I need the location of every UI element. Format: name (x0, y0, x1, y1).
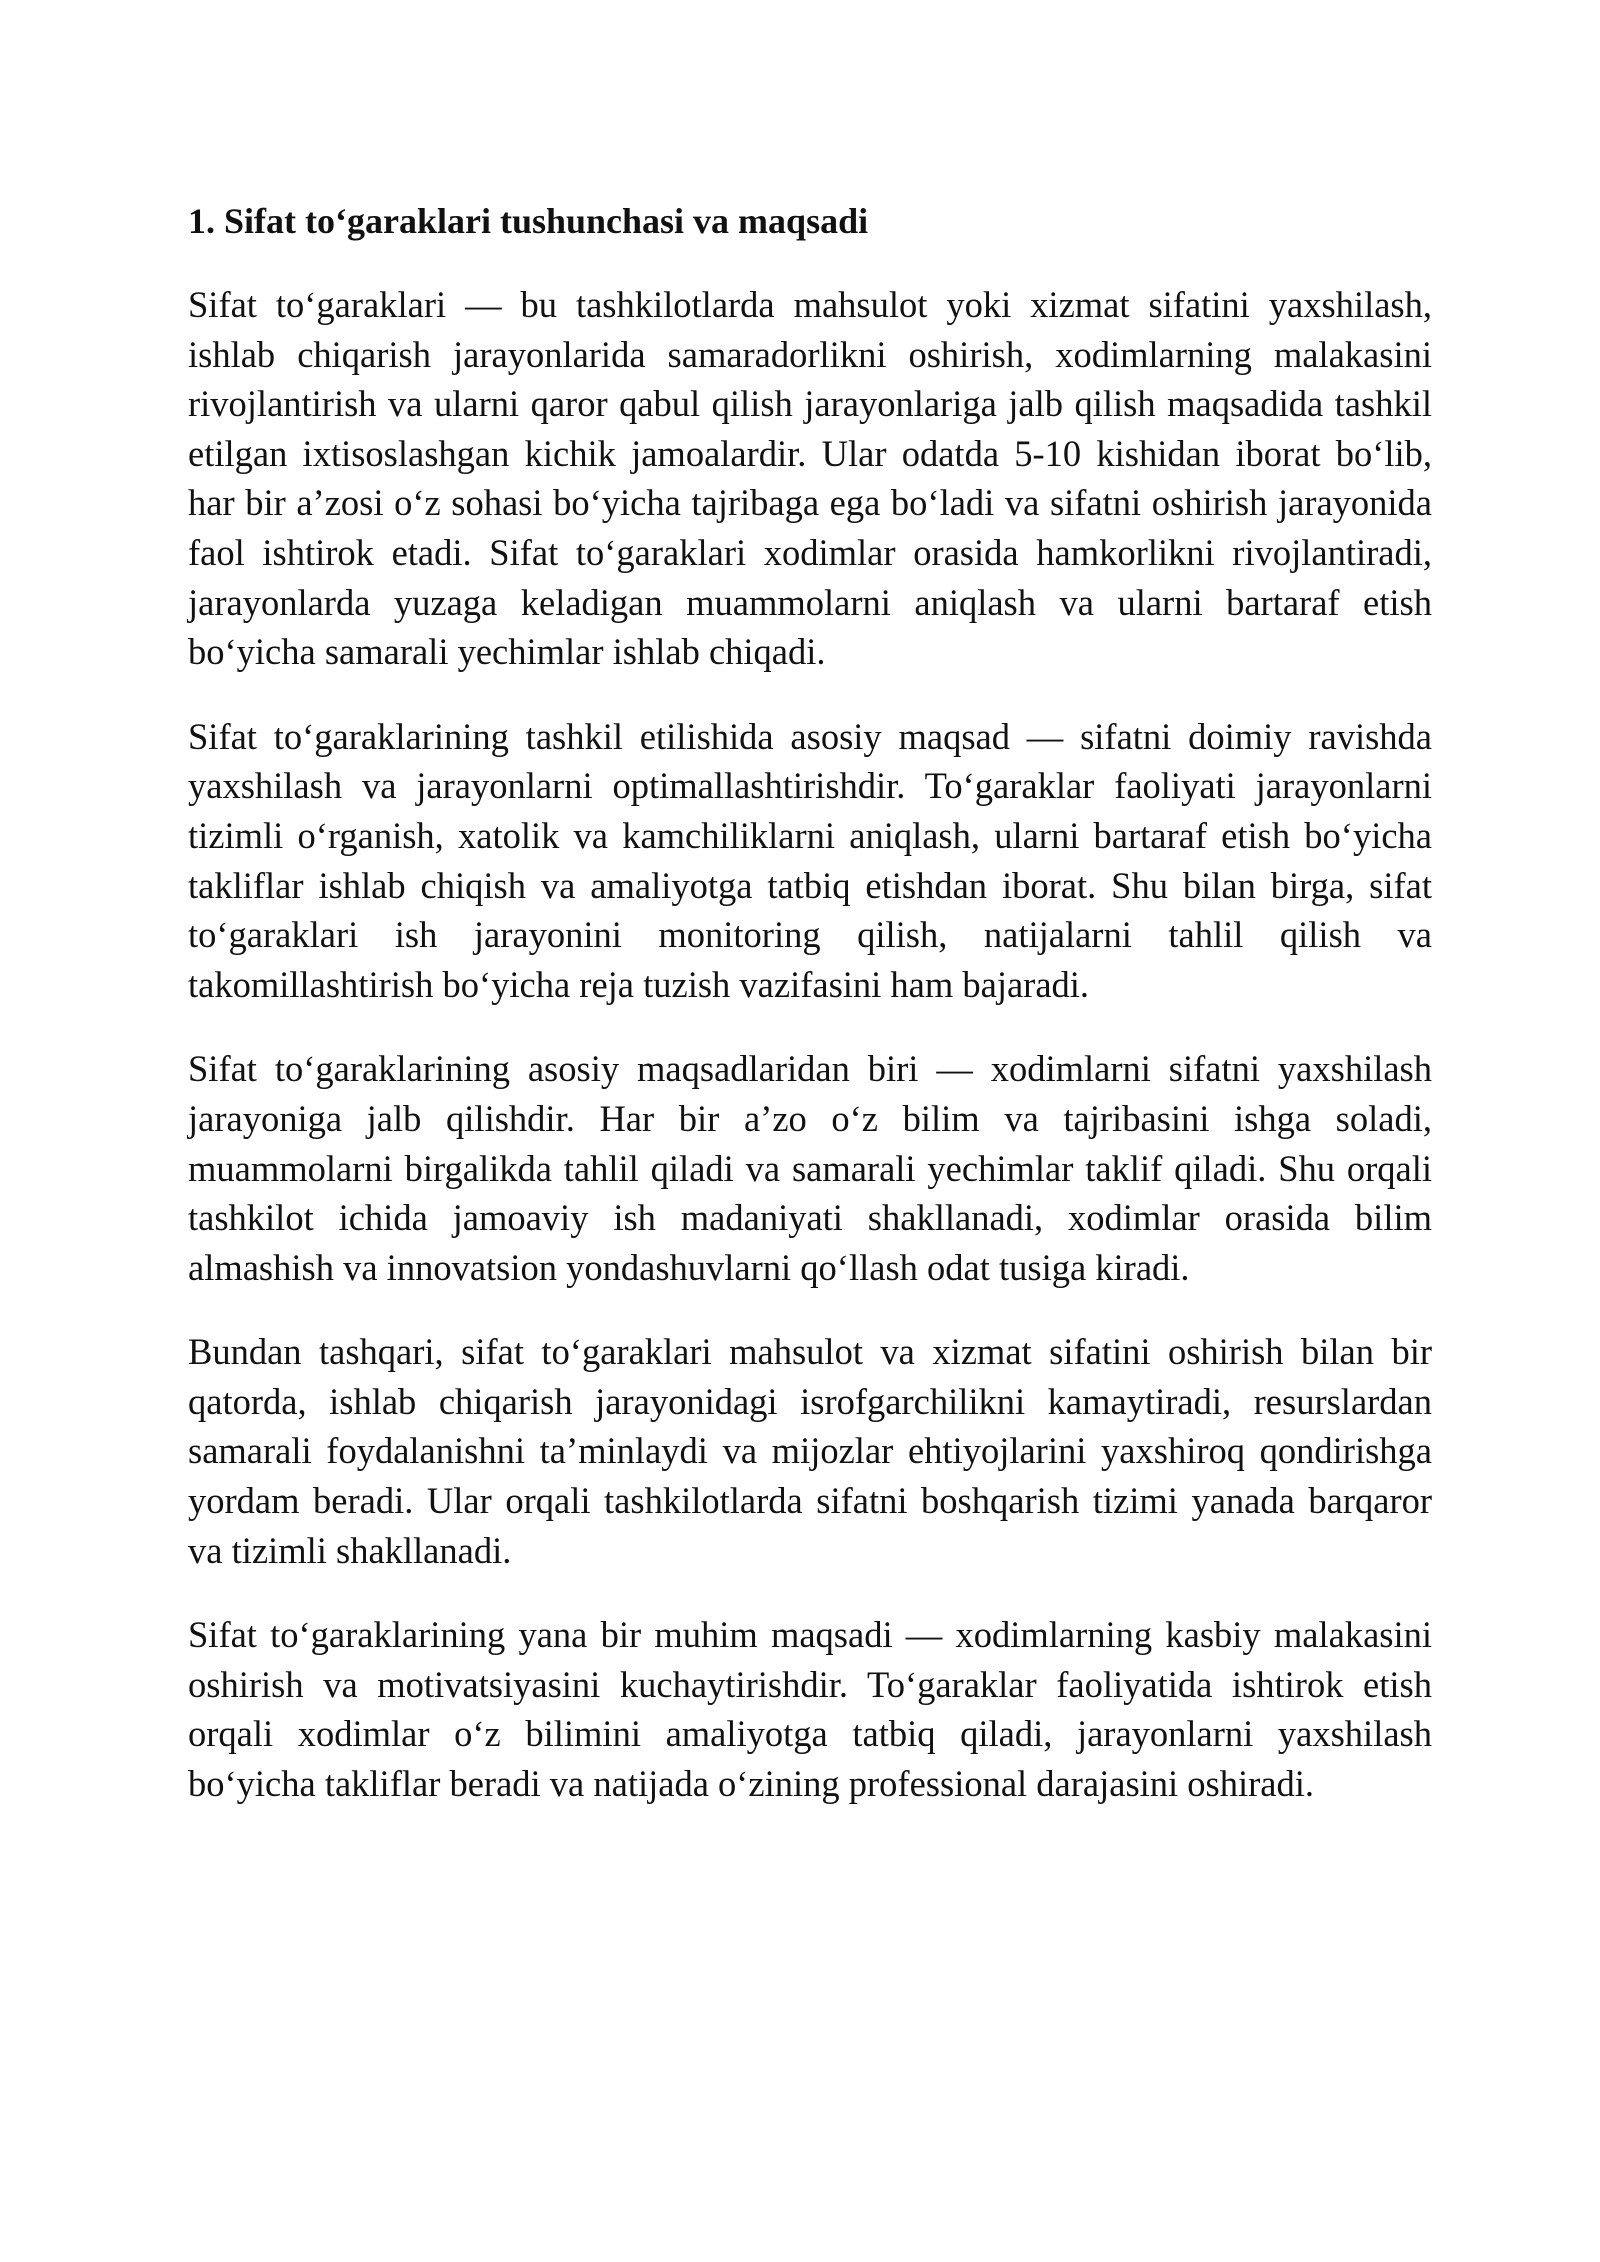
paragraph-1: Sifat to‘garaklari — bu tashkilotlarda mahsulot yoki xizmat sifatini yaxshilash, ishlab chiqarish jarayonlarida samaradorlikni oshirish, xodimlarning malakasini rivojlantirish va ularni qaror qabul qilish jarayonlariga jalb qilish maqsadida tashkil etilgan ixtisoslashgan kichik jamoalardir. Ular odatda 5-10 kishidan iborat bo‘lib, har bir a’zosi o‘z sohasi bo‘yicha tajribaga ega bo‘ladi va sifatni oshirish jarayonida faol ishtirok etadi. Sifat to‘garaklari xodimlar orasida hamkorlikni rivojlantiradi, jarayonlarda yuzaga keladigan muammolarni aniqlash va ularni bartaraf etish bo‘yicha samarali yechimlar ishlab chiqadi. (188, 284, 1432, 673)
document-page (188, 196, 1432, 1844)
paragraph-4: Bundan tashqari, sifat to‘garaklari mahsulot va xizmat sifatini oshirish bilan bir qatorda, ishlab chiqarish jarayonidagi isrofgarchilikni kamaytiradi, resurslardan samarali foydalanishni ta’minlaydi va mijozlar ehtiyojlarini yaxshiroq qondirishga yordam beradi. Ular orqali tashkilotlarda sifatni boshqarish tizimi yanada barqaror va tizimli shakllanadi. (188, 1331, 1432, 1571)
paragraph-3: Sifat to‘garaklarining asosiy maqsadlaridan biri — xodimlarni sifatni yaxshilash jarayoniga jalb qilishdir. Har bir a’zo o‘z bilim va tajribasini ishga soladi, muammolarni birgalikda tahlil qiladi va samarali yechimlar taklif qiladi. Shu orqali tashkilot ichida jamoaviy ish madaniyati shakllanadi, xodimlar orasida bilim almashish va innovatsion yondashuvlarni qo‘llash odat tusiga kiradi. (188, 1048, 1432, 1288)
paragraph-2: Sifat to‘garaklarining tashkil etilishida asosiy maqsad — sifatni doimiy ravishda yaxshilash va jarayonlarni optimallashtirishdir. To‘garaklar faoliyati jarayonlarni tizimli o‘rganish, xatolik va kamchiliklarni aniqlash, ularni bartaraf etish bo‘yicha takliflar ishlab chiqish va amaliyotga tatbiq etishdan iborat. Shu bilan birga, sifat to‘garaklari ish jarayonini monitoring qilish, natijalarni tahlil qilish va takomillashtirish bo‘yicha reja tuzish vazifasini ham bajaradi. (188, 715, 1432, 1005)
section-heading: 1. Sifat to‘garaklari tushunchasi va maqsadi (188, 201, 869, 241)
paragraph-5: Sifat to‘garaklarining yana bir muhim maqsadi — xodimlarning kasbiy malakasini oshirish va motivatsiyasini kuchaytirishdir. To‘garaklar faoliyatida ishtirok etish orqali xodimlar o‘z bilimini amaliyotga tatbiq qiladi, jarayonlarni yaxshilash bo‘yicha takliflar beradi va natijada o‘zining professional darajasini oshiradi. (188, 1614, 1432, 1805)
